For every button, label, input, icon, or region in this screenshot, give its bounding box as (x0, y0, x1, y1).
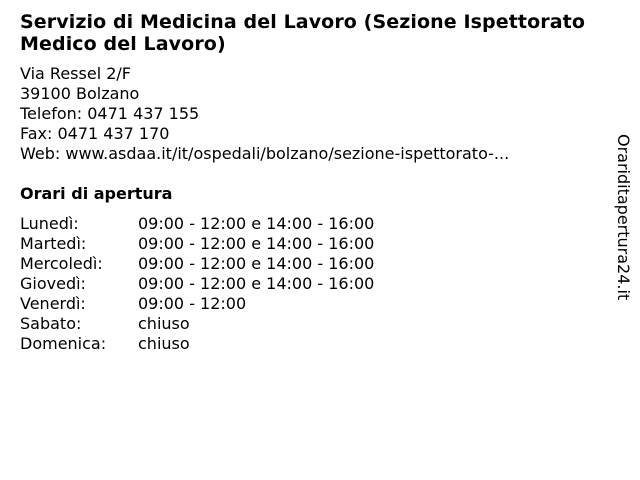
day-hours: 09:00 - 12:00 e 14:00 - 16:00 (138, 274, 375, 293)
hours-row-monday (20, 214, 374, 234)
fax-number: Fax: 0471 437 170 (20, 124, 170, 143)
day-label: Mercoledì: (20, 254, 103, 273)
day-hours: chiuso (138, 334, 190, 353)
day-hours: 09:00 - 12:00 e 14:00 - 16:00 (138, 214, 375, 233)
website-link[interactable]: Web: www.asdaa.it/it/ospedali/bolzano/sezione-ispettorato-... (20, 144, 510, 163)
day-hours: chiuso (138, 314, 190, 333)
day-hours: 09:00 - 12:00 e 14:00 - 16:00 (138, 234, 375, 253)
hours-row-tuesday (20, 234, 374, 254)
hours-row-thursday (20, 274, 374, 294)
page-title: Servizio di Medicina del Lavoro (Sezione Ispettorato Medico del Lavoro) (20, 11, 585, 55)
opening-hours-heading: Orari di apertura (20, 184, 173, 203)
opening-hours-table (20, 214, 374, 354)
hours-row-saturday (20, 314, 374, 334)
hours-row-wednesday (20, 254, 374, 274)
day-label: Domenica: (20, 334, 107, 353)
hours-row-sunday (20, 334, 374, 354)
day-hours: 09:00 - 12:00 (138, 294, 247, 313)
hours-row-friday (20, 294, 374, 314)
day-label: Giovedì: (20, 274, 86, 293)
brand-watermark: Orariditapertura24.it (614, 134, 633, 301)
day-label: Sabato: (20, 314, 82, 333)
phone-number: Telefon: 0471 437 155 (20, 104, 200, 123)
city-postal-code: 39100 Bolzano (20, 84, 140, 103)
day-label: Venerdì: (20, 294, 86, 313)
street-address: Via Ressel 2/F (20, 64, 131, 83)
address-block (20, 64, 509, 164)
day-label: Martedì: (20, 234, 87, 253)
day-label: Lunedì: (20, 214, 79, 233)
day-hours: 09:00 - 12:00 e 14:00 - 16:00 (138, 254, 375, 273)
